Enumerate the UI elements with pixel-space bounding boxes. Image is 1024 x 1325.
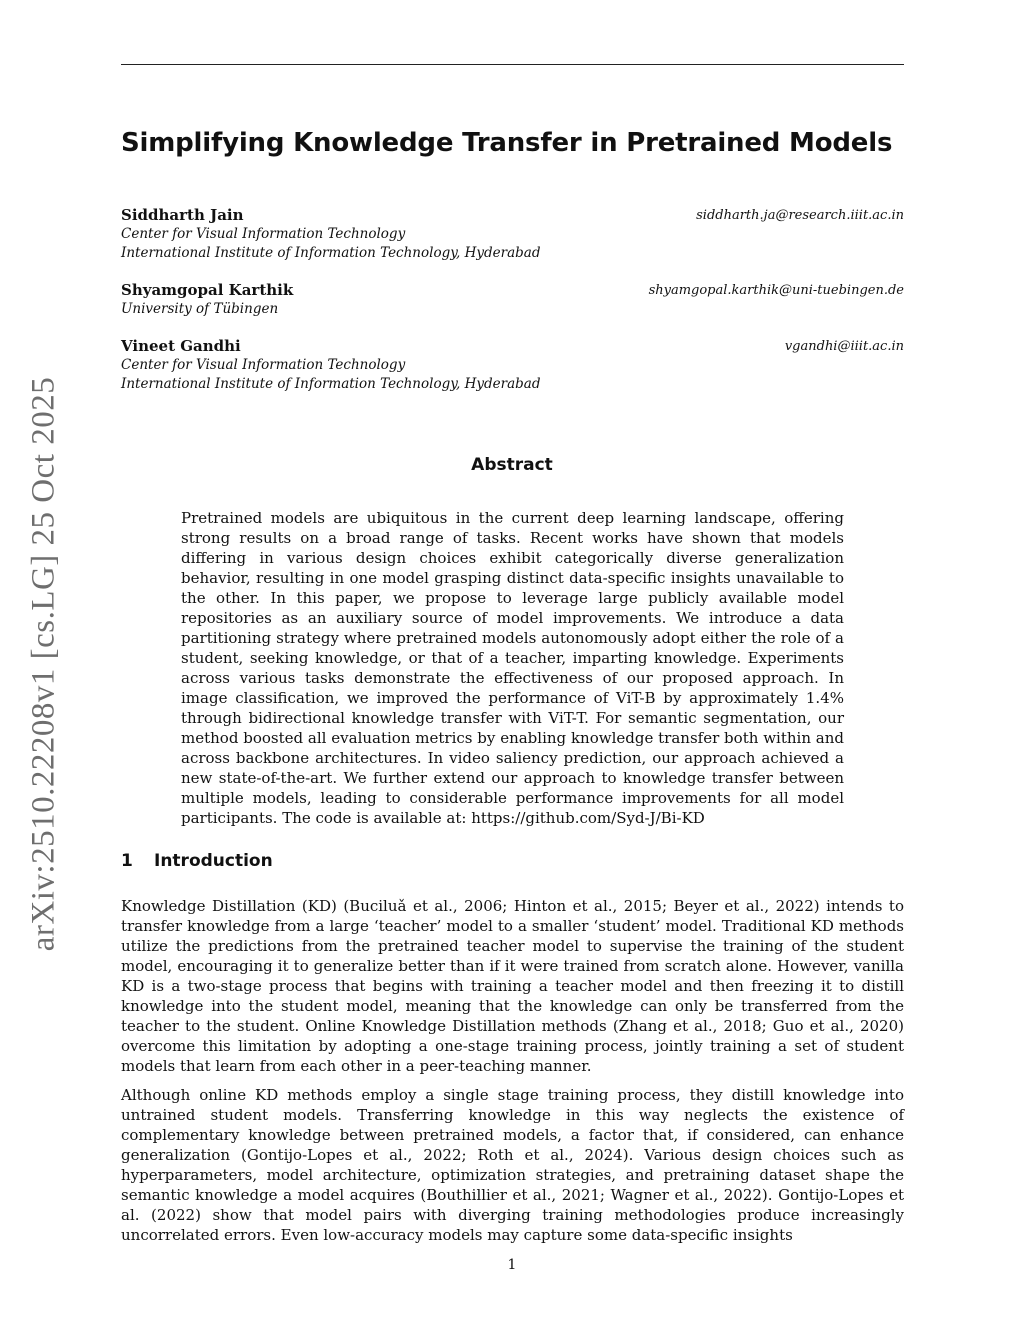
author-email[interactable]: vgandhi@iiit.ac.in (784, 339, 904, 354)
section-heading-introduction (121, 851, 273, 871)
author-email[interactable]: siddharth.ja@research.iiit.ac.in (696, 208, 904, 223)
section-title: Introduction (154, 851, 273, 871)
author-affiliation: International Institute of Information Technology, Hyderabad (121, 376, 541, 392)
author-name: Vineet Gandhi (121, 337, 241, 355)
section-number: 1 (121, 851, 133, 871)
author-name: Siddharth Jain (121, 206, 244, 224)
author-email[interactable]: shyamgopal.karthik@uni-tuebingen.de (648, 283, 904, 298)
author-name: Shyamgopal Karthik (121, 281, 294, 299)
arxiv-identifier: arXiv:2510.22208v1 [cs.LG] 25 Oct 2025 (25, 376, 62, 952)
body-paragraph-1: Knowledge Distillation (KD) (Buciluǎ et al., 2006; Hinton et al., 2015; Beyer et al., 2022) intends to transfer knowledge from a large ‘teacher’ model to a smaller ‘student’ model. Traditional KD methods utilize the predictions from the pretrained teacher model to supervise the training of the student model, encouraging it to generalize better than if it were trained from scratch alone. However, vanilla KD is a two-stage process that begins with training a teacher model and then freezing it to distill knowledge into the student model, meaning that the knowledge can only be transferred from the teacher to the student. Online Knowledge Distillation methods (Zhang et al., 2018; Guo et al., 2020) overcome this limitation by adopting a one-stage training process, jointly training a set of student models that learn from each other in a peer-teaching manner. (121, 897, 904, 1075)
page-number: 1 (507, 1257, 517, 1273)
author-block-2 (121, 281, 904, 319)
paper-title: Simplifying Knowledge Transfer in Pretrained Models (121, 128, 893, 158)
top-rule (121, 64, 904, 65)
abstract-heading: Abstract (471, 455, 553, 475)
author-block-3 (121, 337, 904, 394)
author-affiliation: Center for Visual Information Technology (121, 357, 406, 373)
abstract-text: Pretrained models are ubiquitous in the current deep learning landscape, offering strong results on a broad range of tasks. Recent works have shown that models differing in various design choices exhibit categorically diverse generalization behavior, resulting in one model grasping distinct data-specific insights unavailable to the other. In this paper, we propose to leverage large publicly available model repositories as an auxiliary source of model improvements. We introduce a data partitioning strategy where pretrained models autonomously adopt either the role of a student, seeking knowledge, or that of a teacher, imparting knowledge. Experiments across various tasks demonstrate the effectiveness of our proposed approach. In image classification, we improved the performance of ViT-B by approximately 1.4% through bidirectional knowledge transfer with ViT-T. For semantic segmentation, our method boosted all evaluation metrics by enabling knowledge transfer both within and across backbone architectures. In video saliency prediction, our approach achieved a new state-of-the-art. We further extend our approach to knowledge transfer between multiple models, leading to considerable performance improvements for all model participants. The code is available at: https://github.com/Syd-J/Bi-KD (181, 509, 844, 827)
author-affiliation: Center for Visual Information Technology (121, 226, 406, 242)
author-block-1 (121, 206, 904, 263)
author-affiliation: University of Tübingen (121, 301, 279, 317)
body-paragraph-2: Although online KD methods employ a single stage training process, they distill knowledge into untrained student models. Transferring knowledge in this way neglects the existence of complementary knowledge between pretrained models, a factor that, if considered, can enhance generalization (Gontijo-Lopes et al., 2022; Roth et al., 2024). Various design choices such as hyperparameters, model architecture, optimization strategies, and pretraining dataset shape the semantic knowledge a model acquires (Bouthillier et al., 2021; Wagner et al., 2022). Gontijo-Lopes et al. (2022) show that model pairs with diverging training methodologies produce increasingly uncorrelated errors. Even low-accuracy models may capture some data-specific insights (121, 1086, 904, 1244)
author-affiliation: International Institute of Information Technology, Hyderabad (121, 245, 541, 261)
